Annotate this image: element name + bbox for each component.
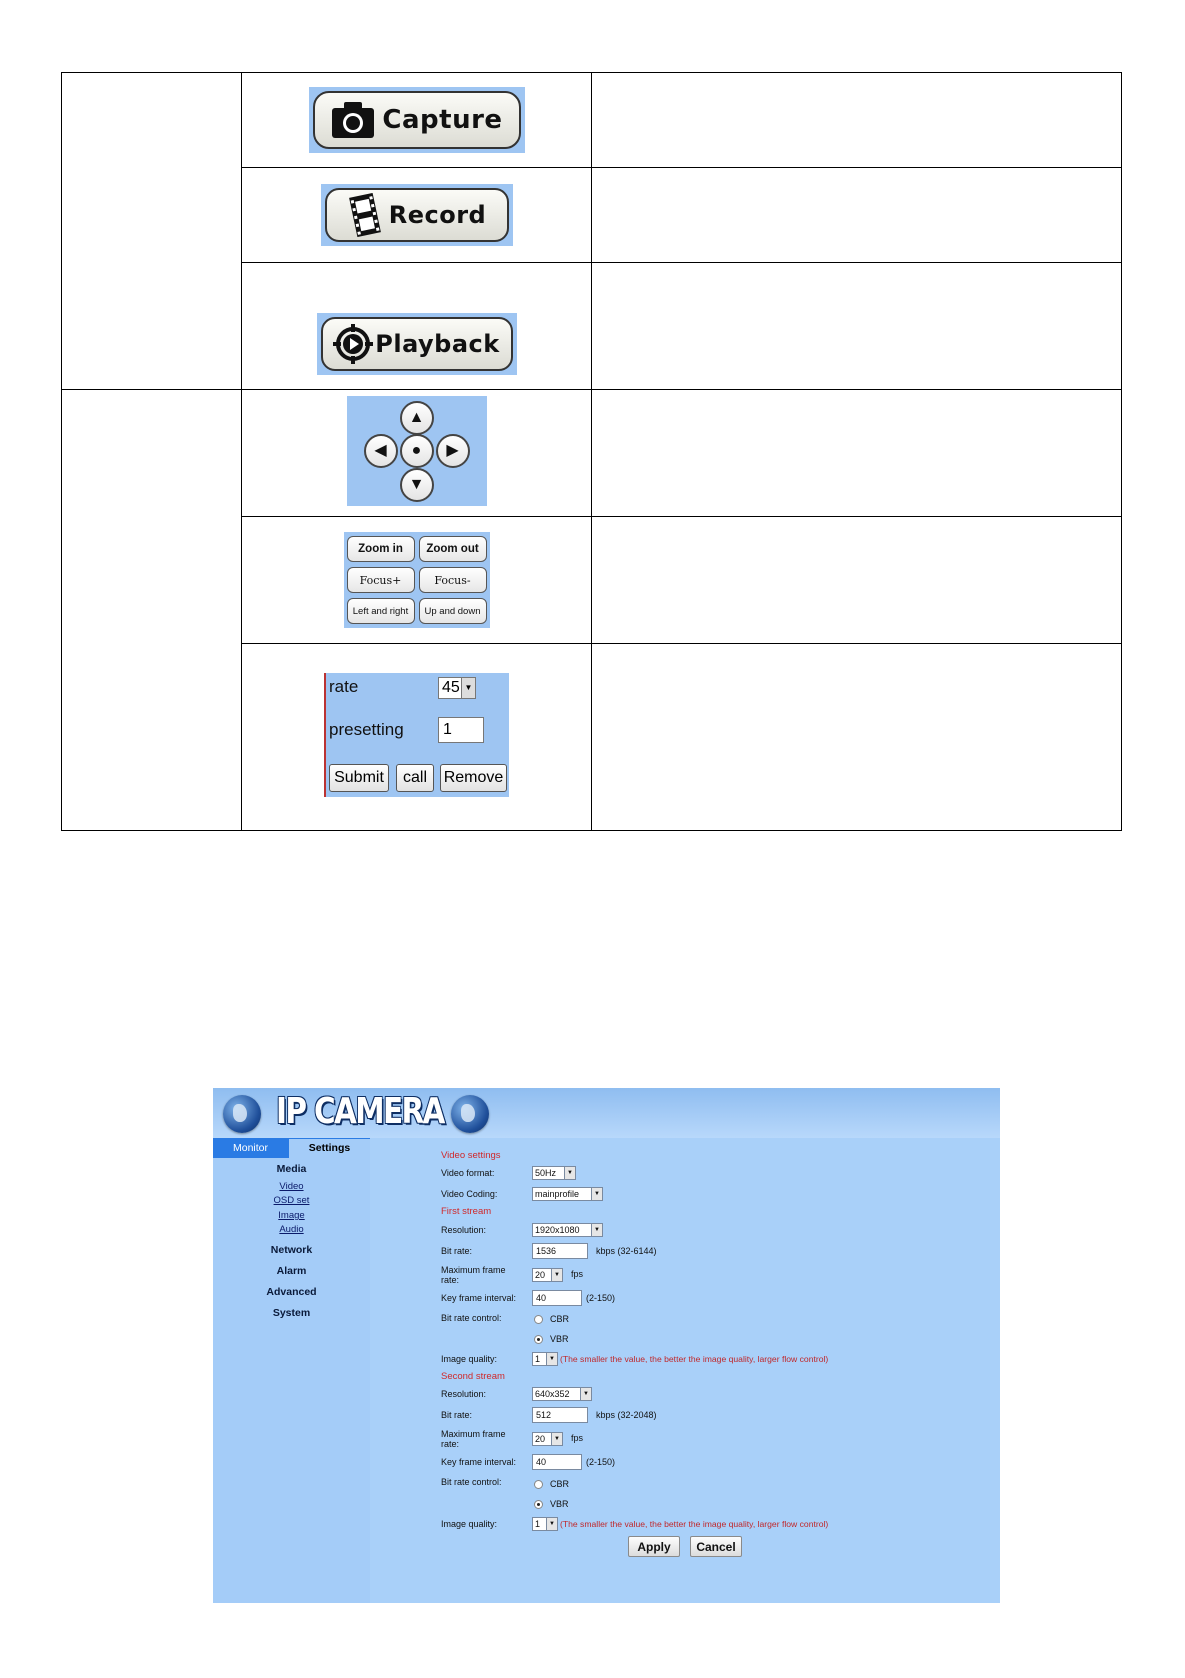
presetting-input[interactable]: 1	[438, 717, 484, 743]
first-quality-select[interactable]	[532, 1352, 558, 1366]
second-quality-value: 1	[535, 1519, 541, 1529]
second-quality-note: (The smaller the value, the better the image quality, larger flow control)	[560, 1519, 829, 1529]
cancel-button[interactable]: Cancel	[690, 1536, 742, 1557]
first-bitrate-unit: kbps (32-6144)	[596, 1246, 657, 1256]
table-cell-desc-6	[592, 644, 1122, 831]
arrow-down-icon[interactable]: ▼	[400, 468, 434, 502]
second-vbr-label: VBR	[550, 1499, 569, 1509]
sidebar-link-video[interactable]: Video	[279, 1181, 304, 1192]
focus-minus-button[interactable]: Focus-	[419, 567, 487, 593]
video-coding-value: mainprofile	[535, 1189, 580, 1199]
ip-camera-settings-screenshot	[213, 1088, 1000, 1603]
focus-plus-button[interactable]: Focus+	[347, 567, 415, 593]
chevron-down-icon: ▼	[546, 1353, 557, 1365]
zoom-out-button[interactable]: Zoom out	[419, 536, 487, 562]
first-vbr-label: VBR	[550, 1334, 569, 1344]
preset-panel	[324, 673, 509, 797]
second-resolution-select[interactable]	[532, 1387, 592, 1401]
second-framerate-select[interactable]	[532, 1432, 563, 1446]
second-framerate-value: 20	[535, 1434, 546, 1444]
second-cbr-radio[interactable]	[534, 1480, 543, 1489]
first-keyframe-unit: (2-150)	[586, 1293, 616, 1303]
first-bitrate-input[interactable]: 1536	[532, 1243, 588, 1259]
playback-button[interactable]	[321, 317, 513, 371]
table-cell-desc-2	[592, 168, 1122, 263]
second-keyframe-label: Key frame interval:	[441, 1457, 517, 1467]
arrow-left-icon[interactable]: ◀	[364, 434, 398, 468]
presetting-label: presetting	[329, 719, 404, 739]
video-format-label: Video format:	[441, 1168, 495, 1178]
sidebar-link-image[interactable]: Image	[278, 1210, 305, 1221]
tab-bar	[213, 1138, 370, 1158]
section-video-settings: Video settings	[441, 1150, 501, 1161]
playback-label: Playback	[375, 330, 500, 358]
submit-button[interactable]: Submit	[329, 764, 389, 792]
table-cell-zoom-focus	[242, 517, 592, 644]
first-vbr-radio[interactable]	[534, 1335, 543, 1344]
first-resolution-value: 1920x1080	[535, 1225, 580, 1235]
table-cell-category-2	[62, 390, 242, 831]
capture-button[interactable]	[313, 91, 521, 149]
tab-monitor[interactable]: Monitor	[232, 1142, 268, 1154]
first-bitrate-control-label: Bit rate control:	[441, 1313, 502, 1323]
video-coding-select[interactable]	[532, 1187, 603, 1201]
settings-sidebar	[213, 1138, 370, 1603]
first-keyframe-input[interactable]: 40	[532, 1290, 582, 1306]
sidebar-item-network[interactable]: Network	[270, 1244, 313, 1256]
table-cell-desc-5	[592, 517, 1122, 644]
table-cell-record	[242, 168, 592, 263]
second-framerate-unit: fps	[571, 1433, 584, 1443]
direction-pad	[347, 396, 487, 506]
zoom-in-button[interactable]: Zoom in	[347, 536, 415, 562]
first-resolution-select[interactable]	[532, 1223, 603, 1237]
chevron-down-icon: ▼	[461, 678, 475, 698]
zoom-focus-panel	[344, 532, 490, 628]
sidebar-link-osd[interactable]: OSD set	[273, 1195, 310, 1206]
table-cell-playback	[242, 263, 592, 390]
chevron-down-icon: ▼	[546, 1518, 557, 1530]
table-cell-desc-1	[592, 73, 1122, 168]
second-bitrate-label: Bit rate:	[441, 1410, 473, 1420]
first-framerate-label: Maximum frame rate:	[441, 1265, 506, 1285]
second-bitrate-input[interactable]: 512	[532, 1407, 588, 1423]
tab-settings[interactable]: Settings	[289, 1139, 370, 1158]
second-keyframe-input[interactable]: 40	[532, 1454, 582, 1470]
video-format-select[interactable]	[532, 1166, 576, 1180]
globe-icon	[451, 1095, 489, 1133]
table-cell-capture	[242, 73, 592, 168]
camera-icon	[330, 100, 376, 140]
arrow-up-icon[interactable]: ▲	[400, 401, 434, 435]
rate-label: rate	[329, 676, 359, 696]
second-bitrate-unit: kbps (32-2048)	[596, 1410, 657, 1420]
sidebar-link-audio[interactable]: Audio	[279, 1224, 304, 1235]
chevron-down-icon: ▼	[580, 1388, 591, 1400]
section-second-stream: Second stream	[441, 1371, 505, 1382]
first-resolution-label: Resolution:	[441, 1225, 487, 1235]
table-cell-category-1	[62, 73, 242, 390]
play-target-icon	[333, 324, 373, 364]
chevron-down-icon: ▼	[564, 1167, 575, 1179]
first-bitrate-label: Bit rate:	[441, 1246, 473, 1256]
capture-label: Capture	[382, 105, 503, 135]
second-bitrate-control-label: Bit rate control:	[441, 1477, 502, 1487]
second-resolution-value: 640x352	[535, 1389, 570, 1399]
table-cell-direction-pad	[242, 390, 592, 517]
first-cbr-radio[interactable]	[534, 1315, 543, 1324]
second-keyframe-unit: (2-150)	[586, 1457, 616, 1467]
second-resolution-label: Resolution:	[441, 1389, 487, 1399]
first-framerate-unit: fps	[571, 1269, 584, 1279]
section-first-stream: First stream	[441, 1206, 492, 1217]
record-label: Record	[388, 201, 487, 229]
first-framerate-value: 20	[535, 1270, 546, 1280]
rate-value: 45	[442, 678, 460, 696]
first-keyframe-label: Key frame interval:	[441, 1293, 517, 1303]
left-right-button[interactable]: Left and right	[347, 598, 415, 624]
first-quality-label: Image quality:	[441, 1354, 498, 1364]
camera-title: IP CAMERA	[276, 1091, 444, 1132]
apply-button[interactable]: Apply	[628, 1536, 680, 1557]
arrow-right-icon[interactable]: ▶	[436, 434, 470, 468]
record-button[interactable]	[325, 188, 509, 242]
video-format-value: 50Hz	[535, 1168, 557, 1178]
video-coding-label: Video Coding:	[441, 1189, 498, 1199]
chevron-down-icon: ▼	[591, 1224, 602, 1236]
function-table	[61, 72, 1122, 831]
call-button[interactable]: call	[396, 764, 434, 792]
first-framerate-select[interactable]	[532, 1268, 563, 1282]
camera-header	[213, 1088, 1000, 1138]
sidebar-item-advanced[interactable]: Advanced	[266, 1286, 317, 1298]
globe-icon	[223, 1095, 261, 1133]
table-cell-desc-3	[592, 263, 1122, 390]
center-stop-icon[interactable]: ●	[400, 434, 434, 468]
rate-select[interactable]	[438, 677, 476, 699]
second-quality-label: Image quality:	[441, 1519, 498, 1529]
remove-button[interactable]: Remove	[440, 764, 507, 792]
sidebar-item-alarm[interactable]: Alarm	[276, 1265, 307, 1277]
chevron-down-icon: ▼	[551, 1269, 562, 1281]
second-framerate-label: Maximum frame rate:	[441, 1429, 506, 1449]
table-cell-desc-4	[592, 390, 1122, 517]
video-settings-form	[370, 1138, 1000, 1603]
up-down-button[interactable]: Up and down	[419, 598, 487, 624]
first-quality-value: 1	[535, 1354, 541, 1364]
second-vbr-radio[interactable]	[534, 1500, 543, 1509]
table-cell-preset	[242, 644, 592, 831]
first-cbr-label: CBR	[550, 1314, 570, 1324]
sidebar-item-system[interactable]: System	[272, 1307, 311, 1319]
chevron-down-icon: ▼	[591, 1188, 602, 1200]
chevron-down-icon: ▼	[551, 1433, 562, 1445]
first-quality-note: (The smaller the value, the better the image quality, larger flow control)	[560, 1354, 829, 1364]
second-cbr-label: CBR	[550, 1479, 570, 1489]
second-quality-select[interactable]	[532, 1517, 558, 1531]
film-icon	[347, 193, 383, 237]
sidebar-item-media[interactable]: Media	[276, 1163, 307, 1175]
